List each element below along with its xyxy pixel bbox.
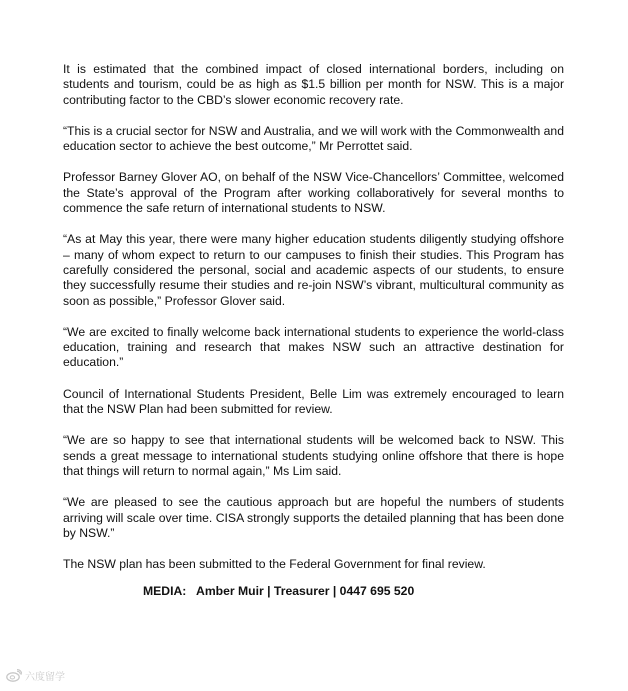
paragraph-impact: It is estimated that the combined impact of closed international borders, including on students and tourism, could be as high as $1.5 billion per month for NSW. This is a major contributing factor to the CBD’s slower economic recovery rate. xyxy=(63,62,564,107)
paragraph-lim-intro: Council of International Students President, Belle Lim was extremely encouraged to learn that the NSW Plan had been submitted for review. xyxy=(63,386,564,417)
paragraph-glover-quote: “As at May this year, there were many higher education students diligently studying offshore – many of whom expect to return to our campuses to finish their studies. This Program has carefully considered the personal, social and academic aspects of our students, to ensure they successfully resume their studies and re-join NSW’s vibrant, multicultural community as soon as possible,” Professor Glover said. xyxy=(63,232,564,308)
paragraph-lim-quote: “We are so happy to see that international students will be welcomed back to NSW. This sends a great message to international students studying online offshore that there is hope that things will return to normal again,” Ms Lim said. xyxy=(63,433,564,478)
watermark-text: 六度留学 xyxy=(25,672,65,683)
paragraph-glover-intro: Professor Barney Glover AO, on behalf of the NSW Vice-Chancellors’ Committee, welcomed the State’s approval of the Program after working collaboratively for several months to commence the safe return of international students to NSW. xyxy=(63,170,564,216)
weibo-logo-icon xyxy=(6,669,22,682)
document-body xyxy=(63,62,564,588)
watermark xyxy=(6,668,65,683)
paragraph-federal-review: The NSW plan has been submitted to the Federal Government for final review. xyxy=(63,557,486,572)
paragraph-cisa-quote: “We are pleased to see the cautious approach but are hopeful the numbers of students arriving will scale over time. CISA strongly supports the detailed planning that has been done by NSW.” xyxy=(63,495,564,540)
paragraph-glover-quote-continued: “We are excited to finally welcome back international students to experience the world-class education, training and research that makes NSW such an attractive destination for education.” xyxy=(63,324,564,370)
paragraph-perrottet-quote: “This is a crucial sector for NSW and Australia, and we will work with the Commonwealth and education sector to achieve the best outcome,” Mr Perrottet said. xyxy=(63,123,564,154)
media-contact-line: MEDIA: Amber Muir | Treasurer | 0447 695 520 xyxy=(143,584,415,598)
